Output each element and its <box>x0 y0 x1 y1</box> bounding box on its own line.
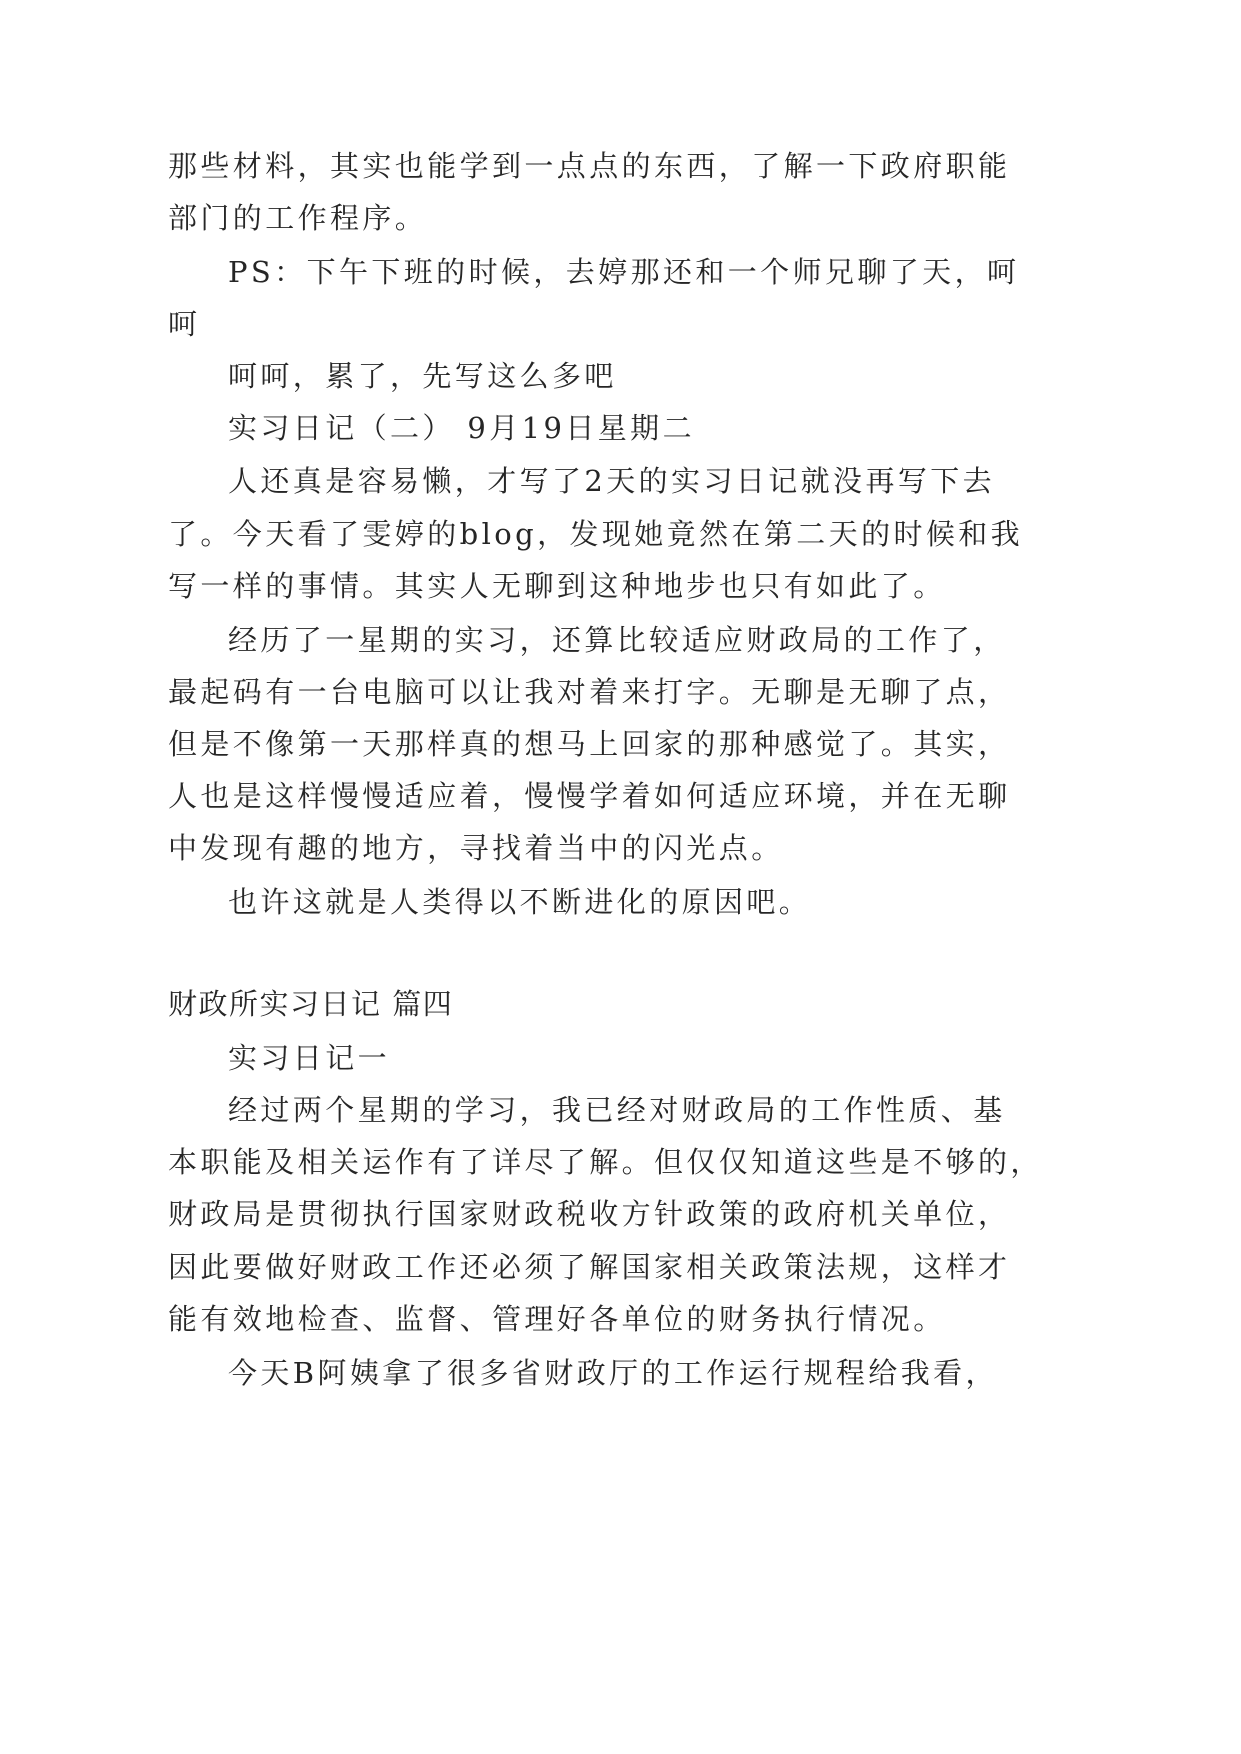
paragraph-line: 财政局是贯彻执行国家财政税收方针政策的政府机关单位， <box>168 1197 1011 1231</box>
diary-entry-heading: 实习日记（二） 9月19日星期二 <box>228 411 695 445</box>
paragraph-line: 中发现有趣的地方，寻找着当中的闪光点。 <box>168 831 784 865</box>
paragraph-line: PS：下午下班的时候，去婷那还和一个师兄聊了天，呵 <box>228 255 1020 289</box>
paragraph-line: 能有效地检查、监督、管理好各单位的财务执行情况。 <box>168 1302 946 1336</box>
paragraph-line: 人还真是容易懒，才写了2天的实习日记就没再写下去 <box>228 464 996 498</box>
paragraph-line: 但是不像第一天那样真的想马上回家的那种感觉了。其实， <box>168 727 1011 761</box>
diary-entry-heading: 实习日记一 <box>228 1041 391 1075</box>
paragraph-line: 呵 <box>168 307 201 341</box>
paragraph-line: 部门的工作程序。 <box>168 201 428 235</box>
paragraph-line: 也许这就是人类得以不断进化的原因吧。 <box>228 885 812 919</box>
paragraph-line: 今天B阿姨拿了很多省财政厅的工作运行规程给我看， <box>228 1356 998 1390</box>
paragraph-line: 了。今天看了雯婷的blog，发现她竟然在第二天的时候和我 <box>168 517 1024 551</box>
paragraph-line: 本职能及相关运作有了详尽了解。但仅仅知道这些是不够的， <box>168 1145 1043 1179</box>
section-title: 财政所实习日记 篇四 <box>168 987 454 1021</box>
paragraph-line: 最起码有一台电脑可以让我对着来打字。无聊是无聊了点， <box>168 675 1011 709</box>
paragraph-line: 写一样的事情。其实人无聊到这种地步也只有如此了。 <box>168 569 946 603</box>
paragraph-line: 经过两个星期的学习，我已经对财政局的工作性质、基 <box>228 1093 1006 1127</box>
paragraph-line: 因此要做好财政工作还必须了解国家相关政策法规，这样才 <box>168 1250 1011 1284</box>
paragraph-line: 那些材料，其实也能学到一点点的东西，了解一下政府职能 <box>168 149 1011 183</box>
paragraph-line: 人也是这样慢慢适应着，慢慢学着如何适应环境，并在无聊 <box>168 779 1011 813</box>
paragraph-line: 呵呵，累了，先写这么多吧 <box>228 359 617 393</box>
paragraph-line: 经历了一星期的实习，还算比较适应财政局的工作了， <box>228 623 1006 657</box>
